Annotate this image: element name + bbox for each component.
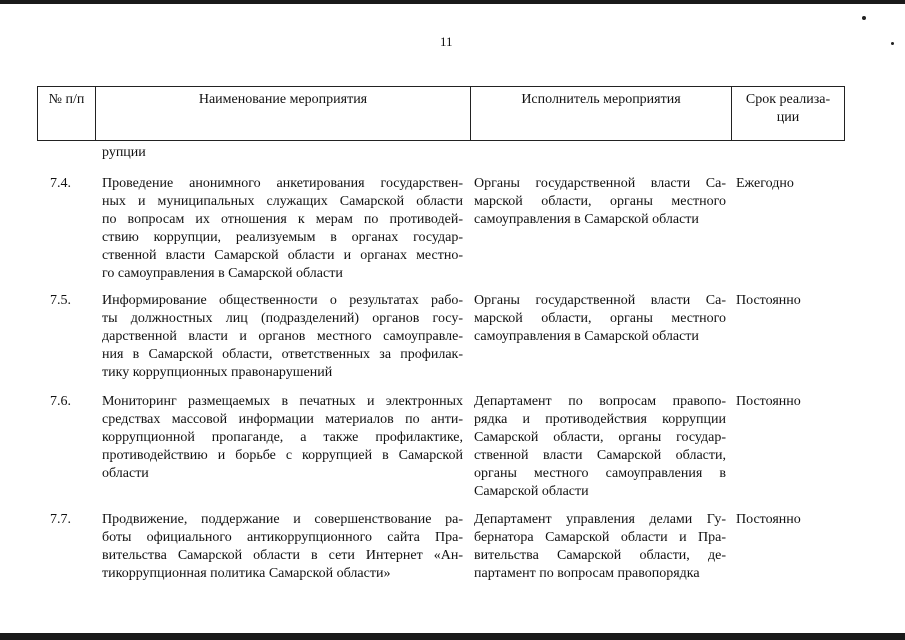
measure-executor-line: рядка и противодействия коррупции [474,412,726,427]
measure-name [102,175,463,283]
top-scan-border [0,0,905,4]
measure-name-line: Мониторинг размещаемых в печатных и электронных [102,394,463,409]
table-header [37,86,845,141]
header-executor: Исполнитель мероприятия [471,87,732,140]
row-number: 7.7. [50,512,71,527]
measure-executor [474,292,726,346]
measure-name-line: по вопросам их отношения к мерам по противодей- [102,212,463,227]
measure-executor-line: органы местного самоуправления в [474,466,726,481]
measure-executor-line: марской области, органы местного [474,311,726,326]
header-term [732,87,844,140]
row-number: 7.5. [50,293,71,308]
measure-executor-line: бернатора Самарской области и Пра- [474,530,726,545]
scan-speck [862,16,866,20]
row-number: 7.6. [50,394,71,409]
page-number: 11 [440,34,453,49]
measure-name-line: ственной власти Самарской области и органах местно- [102,248,463,263]
header-name: Наименование мероприятия [96,87,471,140]
row-number: 7.4. [50,176,71,191]
measure-name-line: Продвижение, поддержание и совершенствование ра- [102,512,463,527]
measure-executor-line: партамент по вопросам правопорядка [474,566,700,581]
measure-executor-line: Департамент по вопросам правопо- [474,394,726,409]
measure-name-line: средствах массовой информации материалов по анти- [102,412,463,427]
measure-name-line: противодействию и борьбе с коррупцией в Самарской [102,448,463,463]
measure-executor [474,511,726,583]
measure-name-line: области [102,466,149,481]
measure-executor [474,393,726,501]
measure-name-line: боты официального антикоррупционного сайта Пра- [102,530,463,545]
measure-executor [474,175,726,229]
measure-executor-line: Органы государственной власти Са- [474,293,726,308]
continuation-text: рупции [102,145,146,160]
measure-executor-line: самоуправления в Самарской области [474,212,699,227]
measure-name-line: вительства Самарской области в сети Интернет «Ан- [102,548,463,563]
measure-executor-line: вительства Самарской области, де- [474,548,726,563]
header-num: № п/п [38,87,96,140]
measure-name [102,292,463,382]
measure-name-line: ных и муниципальных служащих Самарской области [102,194,463,209]
bottom-scan-border [0,633,905,640]
measure-executor-line: Департамент управления делами Гу- [474,512,726,527]
measure-name-line: тику коррупционных правонарушений [102,365,333,380]
header-term-line2: ции [776,110,800,125]
measure-executor-line: Самарской области, органы государ- [474,430,726,445]
measure-name-line: го самоуправления в Самарской области [102,266,343,281]
measure-name-line: тикоррупционная политика Самарской области» [102,566,391,581]
measure-name-line: Проведение анонимного анкетирования государствен- [102,176,463,191]
measure-term: Постоянно [736,293,801,308]
measure-term: Постоянно [736,512,801,527]
measure-executor-line: Самарской области [474,484,589,499]
measure-term: Ежегодно [736,176,794,191]
measure-executor-line: Органы государственной власти Са- [474,176,726,191]
measure-name [102,393,463,483]
measure-name-line: коррупционной пропаганде, а также профилактике, [102,430,463,445]
measure-name [102,511,463,583]
measure-name-line: Информирование общественности о результатах рабо- [102,293,463,308]
measure-executor-line: марской области, органы местного [474,194,726,209]
measure-name-line: ния в Самарской области, ответственных за профилак- [102,347,463,362]
measure-executor-line: самоуправления в Самарской области [474,329,699,344]
measure-name-line: ты должностных лиц (подразделений) органов госу- [102,311,463,326]
scan-speck [891,42,894,45]
header-term-line1: Срок реализа- [745,92,831,107]
measure-name-line: дарственной власти и органов местного самоуправле- [102,329,463,344]
measure-name-line: ствию коррупции, реализуемым в органах государ- [102,230,463,245]
measure-term: Постоянно [736,394,801,409]
measure-executor-line: ственной власти Самарской области, [474,448,726,463]
